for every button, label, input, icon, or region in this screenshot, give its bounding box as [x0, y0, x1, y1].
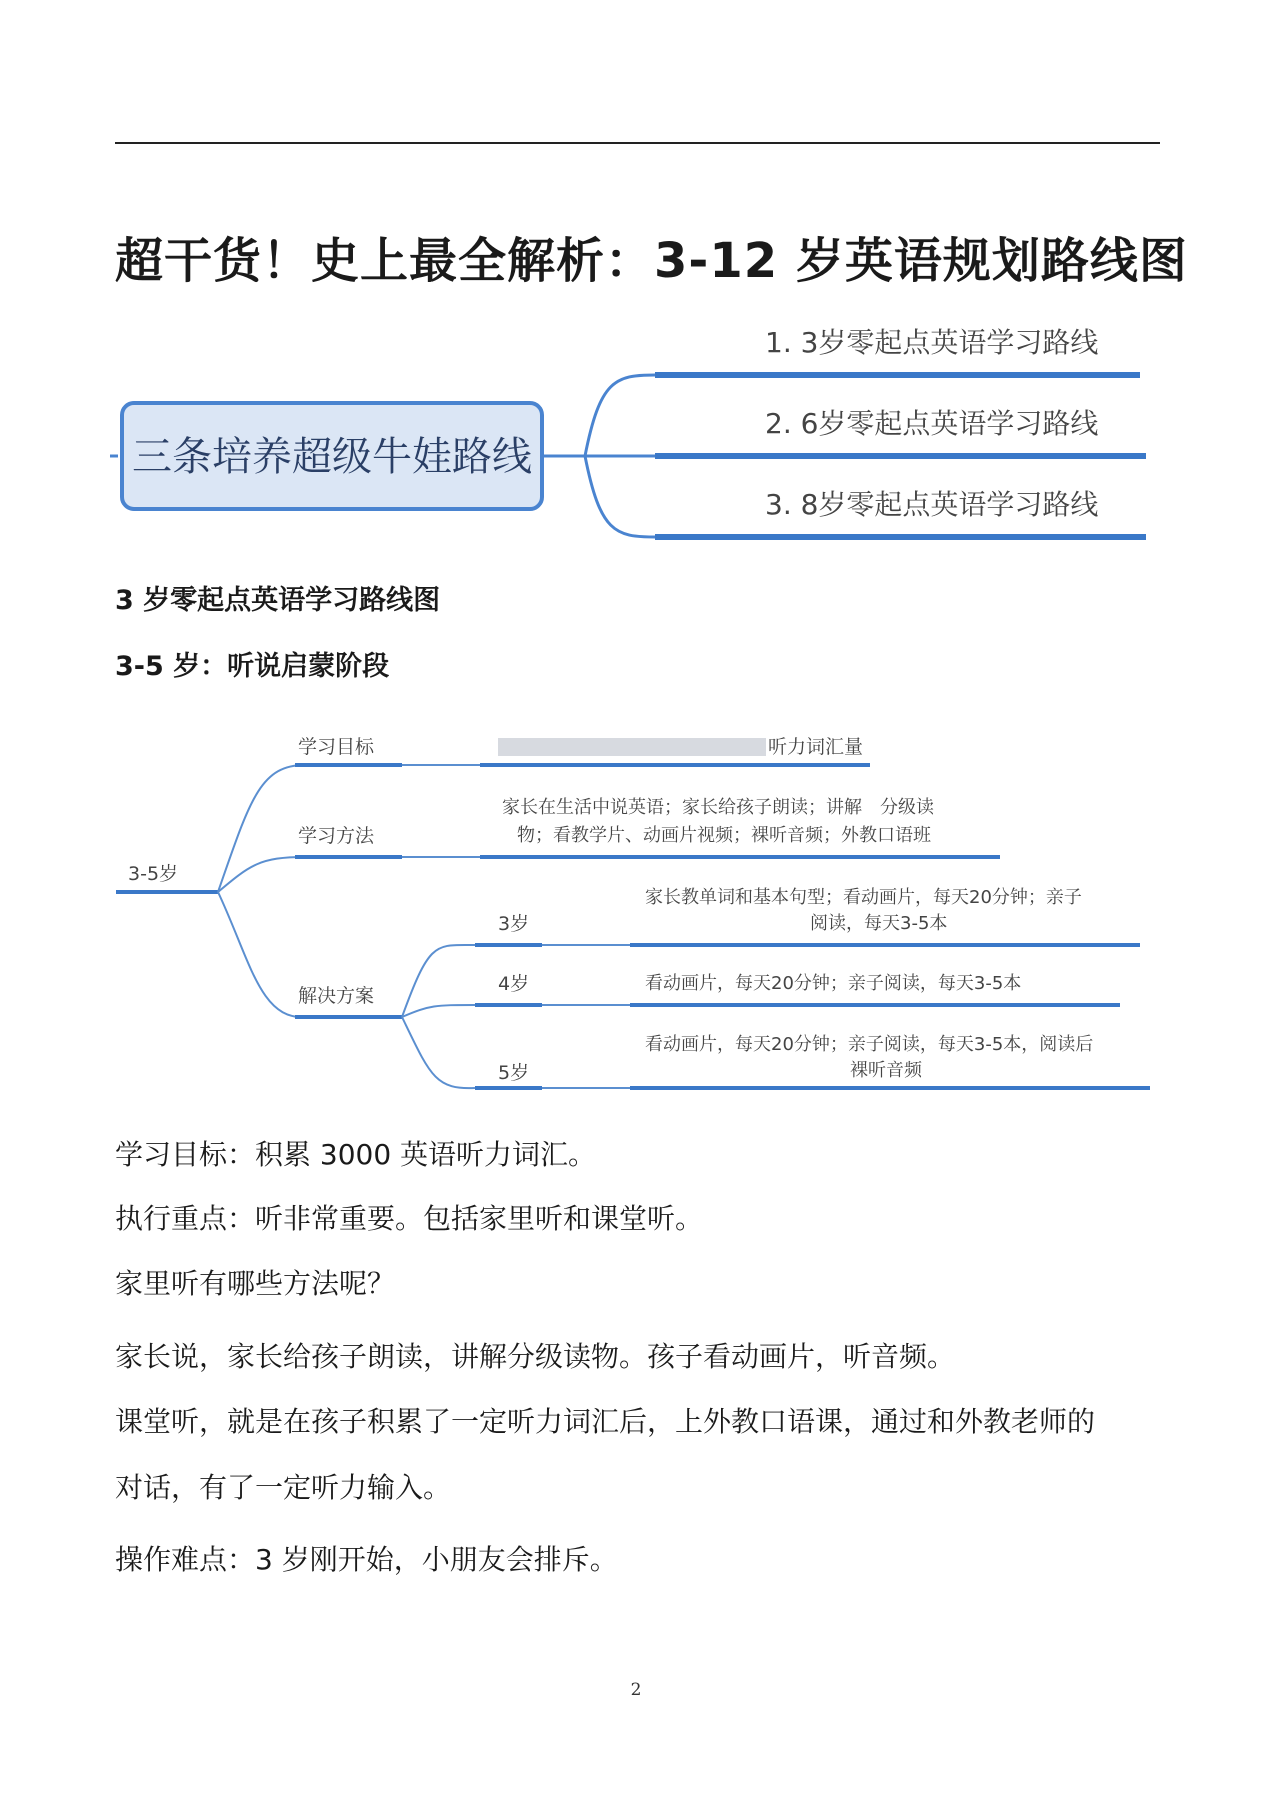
mm2-method-text-1: 家长在生活中说英语；家长给孩子朗读；讲解 分级读: [502, 797, 934, 818]
mm2-curve-age4: [402, 1005, 475, 1017]
paragraph-execution-focus: 执行重点：听非常重要。包括家里听和课堂听。: [115, 1202, 704, 1235]
mm2-method-label: 学习方法: [298, 825, 375, 847]
mindmap-branch-curve-3: [585, 456, 655, 537]
mm2-method-text-2: 物；看教学片、动画片视频；裸听音频；外教口语班: [517, 825, 931, 846]
mm2-goal-text: 听力词汇量: [768, 736, 864, 758]
mm2-age4-label: 4岁: [498, 973, 530, 995]
mm2-plan-label: 解决方案: [298, 985, 375, 1007]
mm2-goal-blurred-text: [498, 738, 766, 756]
mm2-curve-age5: [402, 1017, 475, 1088]
header-rule: [115, 142, 1160, 144]
mm2-root-label: 3-5岁: [128, 863, 179, 885]
paragraph-difficulty: 操作难点：3 岁刚开始，小朋友会排斥。: [115, 1543, 618, 1576]
mm2-curve-goal: [218, 765, 305, 892]
mm2-age4-text: 看动画片，每天20分钟；亲子阅读，每天3-5本: [645, 973, 1022, 994]
mindmap-root-label: 三条培养超级牛娃路线: [132, 434, 532, 480]
mm2-age3-label: 3岁: [498, 913, 530, 935]
mm2-curve-plan: [218, 892, 305, 1017]
mm2-age5-text-1: 看动画片，每天20分钟；亲子阅读，每天3-5本，阅读后: [645, 1034, 1094, 1055]
paragraph-classroom-1: 课堂听，就是在孩子积累了一定听力词汇后，上外教口语课，通过和外教老师的: [115, 1405, 1096, 1438]
stage-heading: 3-5 岁：听说启蒙阶段: [115, 651, 390, 682]
paragraph-home-methods: 家长说，家长给孩子朗读，讲解分级读物。孩子看动画片，听音频。: [115, 1340, 956, 1373]
mindmap-branch-3: 3. 8岁零起点英语学习路线: [765, 488, 1099, 521]
mm2-age3-text-1: 家长教单词和基本句型；看动画片，每天20分钟；亲子: [645, 887, 1082, 908]
page-title: 超干货！史上最全解析：3-12 岁英语规划路线图: [115, 233, 1188, 289]
mm2-goal-label: 学习目标: [298, 736, 375, 758]
paragraph-classroom-2: 对话，有了一定听力输入。: [115, 1471, 452, 1504]
mindmap-three-routes: [110, 300, 1160, 550]
mindmap-branch-2: 2. 6岁零起点英语学习路线: [765, 407, 1099, 440]
mm2-age5-text-2: 裸听音频: [850, 1060, 922, 1081]
mindmap-branch-1: 1. 3岁零起点英语学习路线: [765, 326, 1099, 359]
paragraph-learning-goal: 学习目标：积累 3000 英语听力词汇。: [115, 1138, 597, 1171]
mm2-age5-label: 5岁: [498, 1062, 530, 1084]
mm2-age3-text-2: 阅读，每天3-5本: [810, 913, 948, 934]
page-number: 2: [630, 1680, 642, 1700]
paragraph-home-question: 家里听有哪些方法呢？: [115, 1267, 396, 1300]
section-heading: 3 岁零起点英语学习路线图: [115, 585, 441, 616]
mindmap-3-5-plan: [110, 720, 1160, 1100]
mindmap-branch-curve-1: [585, 375, 655, 456]
mm2-curve-method: [218, 857, 305, 892]
